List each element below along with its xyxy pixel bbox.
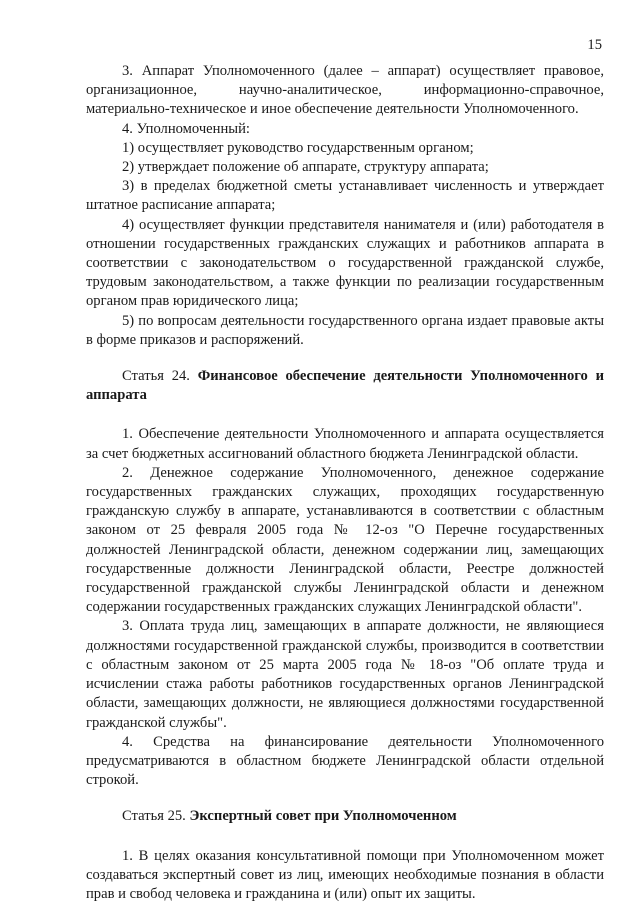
paragraph-apparatus-support: 3. Аппарат Уполномоченного (далее – аппарат) осуществляет правовое, организационное, научно-аналитическое, информационно-справочное, материально-техническое и иное обеспечение деятельности Уполномоченного.: [86, 63, 604, 118]
article-24-title: Финансовое обеспечение деятельности Уполномоченного и аппарата: [86, 368, 605, 404]
article-24-number: Статья 24.: [122, 368, 198, 385]
article-24-body: [86, 425, 604, 790]
article-25-body: [86, 847, 604, 904]
list-item-power-2: 2) утверждает положение об аппарате, структуру аппарата;: [122, 159, 489, 176]
paragraph-ombudsman-powers-intro: 4. Уполномоченный:: [122, 120, 250, 137]
list-item-power-3: 3) в пределах бюджетной сметы устанавливает численность и утверждает штатное расписание аппарата;: [86, 178, 604, 214]
article-24-paragraph-2: 2. Денежное содержание Уполномоченного, денежное содержание государственных гражданских служащих, проходящих государственную гражданскую службу в аппарате, устанавливаются в соответствии с областным законом от 25 февраля 2005 года № 12-оз "О Перечне государственных должностей Ленинградской области, денежном содержании лиц, замещающих государственные должности Ленинградской области, Реестре должностей государственной гражданской службы Ленинградской области и денежном содержании государственных гражданских служащих Ленинградской области".: [86, 464, 604, 616]
article-24-heading: [86, 367, 604, 405]
article-25-title: Экспертный совет при Уполномоченном: [189, 808, 457, 825]
apparatus-section: [86, 62, 604, 350]
document-page: [86, 62, 604, 904]
article-25-paragraph-1: 1. В целях оказания консультативной помощи при Уполномоченном может создаваться экспертный совет из лиц, имеющих необходимые познания в области прав и свобод человека и гражданина и (или) опыт их защиты.: [86, 847, 604, 902]
article-24-paragraph-3: 3. Оплата труда лиц, замещающих в аппарате должности, не являющиеся должностями государственной гражданской службы, производится в соответствии с областным законом от 25 марта 2005 года № 18-оз "Об оплате труда и исчислении стажа работы работников государственных органов Ленинградской области, замещающих должности, не являющиеся должностями государственной гражданской службы".: [86, 618, 604, 731]
page-number: 15: [587, 37, 602, 53]
article-24-paragraph-1: 1. Обеспечение деятельности Уполномоченного и аппарата осуществляется за счет бюджетных ассигнований областного бюджета Ленинградской области.: [86, 426, 604, 462]
list-item-power-5: 5) по вопросам деятельности государственного органа издает правовые акты в форме приказов и распоряжений.: [86, 312, 604, 348]
list-item-power-1: 1) осуществляет руководство государственным органом;: [122, 139, 474, 156]
list-item-power-4: 4) осуществляет функции представителя нанимателя и (или) работодателя в отношении государственных гражданских служащих и работников аппарата в соответствии с законодательством о государственной гражданской службе, трудовым законодательством, а также функции по реализации государственным органом прав юридического лица;: [86, 216, 604, 310]
article-25-number: Статья 25.: [122, 808, 190, 825]
article-24-paragraph-4: 4. Средства на финансирование деятельности Уполномоченного предусматриваются в областном бюджете Ленинградской области отдельной строкой.: [86, 733, 604, 789]
article-25-heading: [86, 807, 604, 826]
